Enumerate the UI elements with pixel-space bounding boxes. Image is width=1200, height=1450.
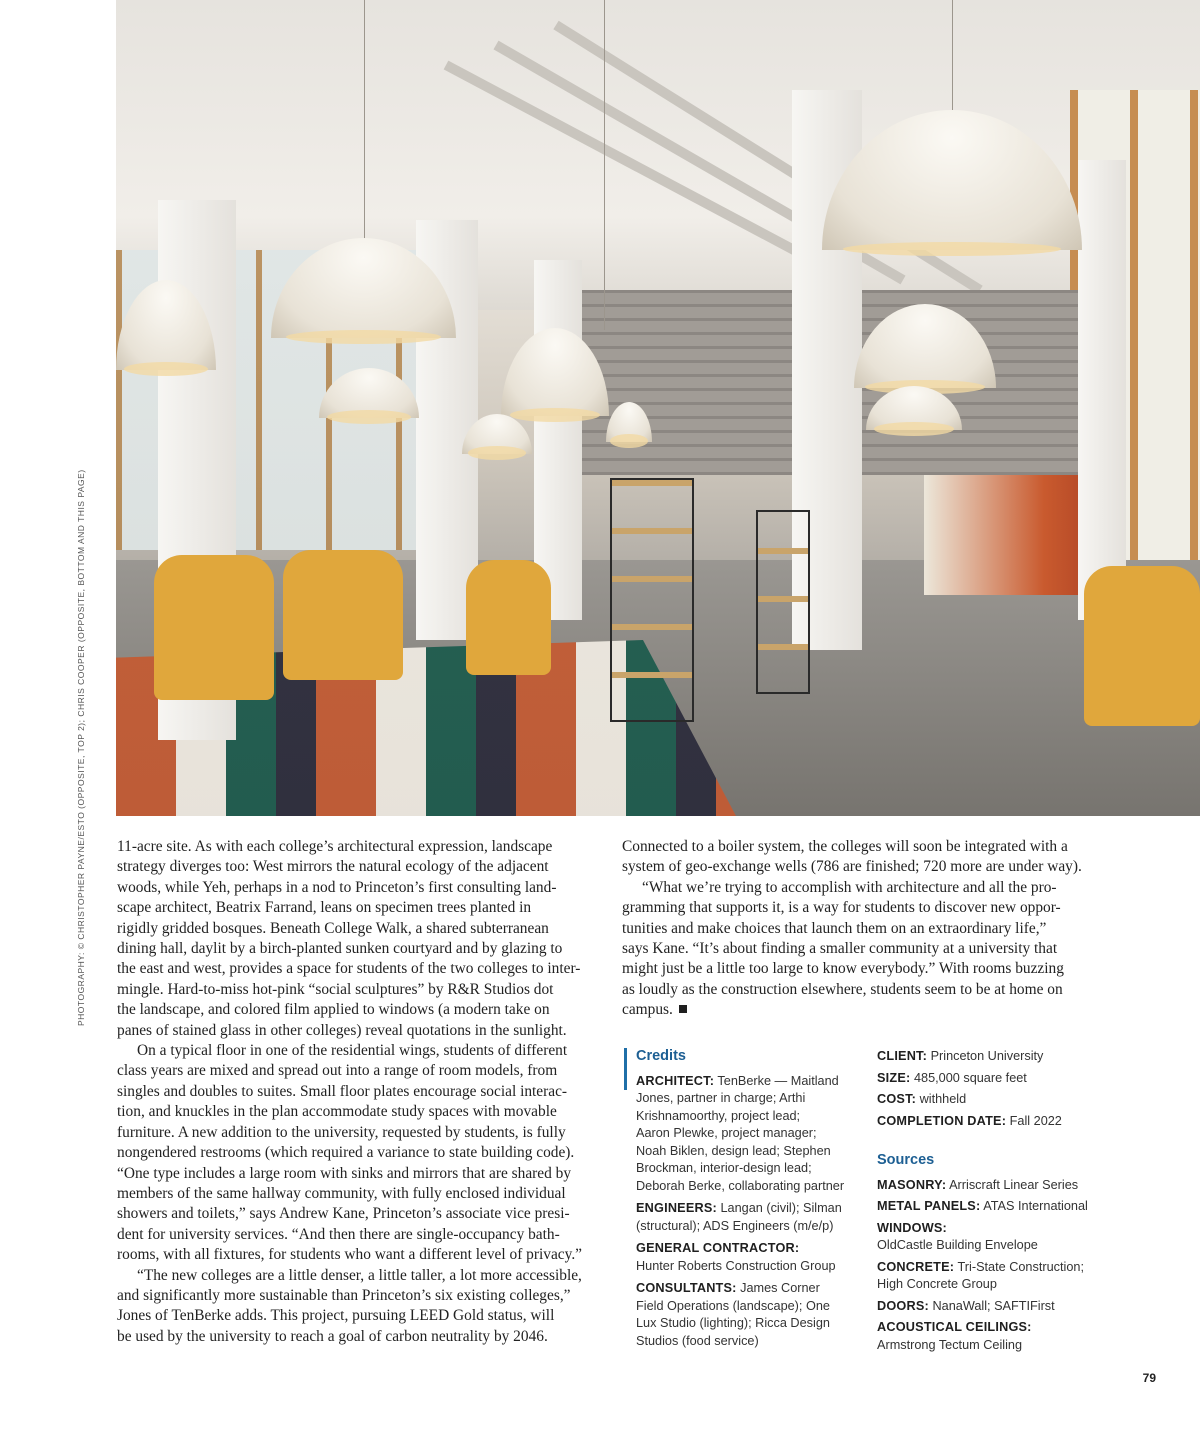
shelf [610,478,694,722]
credit-label: COST: [877,1092,917,1106]
source-acoustical-ceilings [877,1319,1113,1354]
source-value: Tri-State Construction; High Concrete Group [877,1259,1084,1291]
lamp-cord [952,0,953,120]
lounge-chair [283,550,403,680]
credit-label: GENERAL CONTRACTOR: [636,1241,800,1255]
interior-lounge-photo [116,0,1200,816]
end-mark-icon [679,1005,687,1013]
paragraph-with-end-mark [622,878,1102,1021]
source-label: MASONRY: [877,1177,947,1192]
source-value: ATAS International [983,1199,1088,1213]
credit-value: 485,000 square feet [913,1070,1027,1085]
column [1078,160,1126,620]
credit-label: ARCHITECT: [636,1073,715,1088]
credit-label: COMPLETION DATE: [877,1113,1007,1128]
source-windows [877,1220,1113,1255]
paragraph-text: “What we’re trying to accomplish with architecture and all the pro- gramming that supports it, is a way for students to discover new oppor- tunities and make choices that launch them on an extraordinary life,” says Kane. “It’s about finding a smaller community at a university that might just be a little too large to know everybody.” With rooms buzzing as loudly as the construction elsewhere, students seem to be at home on campus. [622,878,1064,1019]
article-column-1 [117,837,607,1347]
credit-label: CONSULTANTS: [636,1281,737,1295]
paragraph: On a typical floor in one of the residential wings, students of different class years are mixed and spread out into a range of room models, from singles and doubles to suites. Small floor plates encourage social interac- tion, and knuckles in the plan accommodate study spaces with movable furniture. A new addition to the university, requested by students, is fully nongendered restrooms (which required a variance to state building code). “One type includes a large room with sinks and mirrors that are shared by members of the same hallway community, with fully enclosed individual showers and toilets,” says Andrew Kane, Princeton’s associate vice presi- dent for university services. “And then there are single-occupancy bath- rooms, with all fixtures, for students who want a different level of privacy.” [117,1042,583,1264]
credit-completion-date [877,1113,1113,1131]
source-doors [877,1298,1113,1316]
lounge-chair [154,555,274,700]
article-column-2 [622,837,1102,1021]
credits-heading: Credits [636,1048,686,1064]
credit-value: Fall 2022 [1009,1113,1062,1128]
sources-heading: Sources [877,1152,935,1168]
credits-accent-rule [624,1048,627,1090]
credit-consultants [636,1280,858,1350]
credit-label: CLIENT: [877,1049,928,1063]
credit-value: Princeton University [930,1049,1044,1063]
credits-right-column [877,1048,1113,1358]
paragraph: Connected to a boiler system, the colleges will soon be integrated with a system of geo-exchange wells (786 are finished; 720 more are under way). [622,838,1082,876]
credit-general-contractor [636,1240,858,1275]
credits-left-column [636,1048,858,1355]
source-label: ACOUSTICAL CEILINGS: [877,1320,1032,1334]
source-metal-panels [877,1198,1113,1216]
lamp-cord [364,0,365,240]
source-value: Armstrong Tectum Ceiling [877,1337,1023,1352]
credit-value: Langan (civil); Silman (structural); ADS Engineers (m/e/p) [636,1201,842,1233]
lounge-chair [466,560,551,675]
credit-engineers [636,1200,858,1235]
credit-client [877,1048,1113,1066]
lounge-chair [1084,566,1200,726]
credit-value: James Corner Field Operations (landscape); One Lux Studio (lighting); Ricca Design Studios (food service) [636,1281,830,1348]
source-label: CONCRETE: [877,1259,955,1274]
credit-cost [877,1091,1113,1109]
credit-label: ENGINEERS: [636,1201,717,1215]
source-label: WINDOWS: [877,1220,947,1235]
paragraph: “The new colleges are a little denser, a little taller, a lot more accessible, and significantly more sustainable than Princeton’s six existing colleges,” Jones of TenBerke adds. This project, pursuing LEED Gold status, will be used by the university to reach a goal of carbon neutrality by 2046. [117,1266,582,1345]
credit-architect [636,1073,858,1196]
paragraph: 11-acre site. As with each college’s architectural expression, landscape strategy diverges too: West mirrors the natural ecology of the adjacent woods, while Yeh, perhaps in a nod to Princeton’s first consulting land- scape architect, Beatrix Farrand, leans on specimen trees planted in rigidly gridded bosques. Beneath College Walk, a shared subterranean dining hall, daylit by a birch-planted sunken courtyard and by glazing to the east and west, provides a space for students of the two colleges to inter- mingle. Hard-to-miss hot-pink “social sculptures” by R&R Studios dot the landscape, and colored film applied to windows (a modern take on panes of stained glass in other colleges) reveal quotations in the sunlight. [117,838,581,1039]
photo-credit: PHOTOGRAPHY: © CHRISTOPHER PAYNE/ESTO (OPPOSITE, TOP 2); CHRIS COOPER (OPPOSITE, BOTTOM AND THIS PAGE) [76,469,86,1026]
source-label: DOORS: [877,1298,929,1313]
credit-value: withheld [919,1092,967,1106]
source-concrete [877,1259,1113,1294]
source-label: METAL PANELS: [877,1199,981,1213]
source-masonry [877,1177,1113,1195]
credit-value: TenBerke — Maitland Jones, partner in charge; Arthi Krishnamoorthy, project lead; Aaron Plewke, project manager; Noah Biklen, design lead; Stephen Brockman, interior-design lead; Deborah Berke, collaborating partner [636,1073,845,1193]
shelf [756,510,810,694]
source-value: OldCastle Building Envelope [877,1238,1038,1252]
credit-label: SIZE: [877,1070,911,1085]
source-value: Arriscraft Linear Series [949,1177,1079,1192]
page-number: 79 [1142,1371,1156,1385]
source-value: NanaWall; SAFTIFirst [932,1298,1055,1313]
lamp-cord [604,0,605,330]
credit-size [877,1070,1113,1088]
credit-value: Hunter Roberts Construction Group [636,1258,836,1273]
